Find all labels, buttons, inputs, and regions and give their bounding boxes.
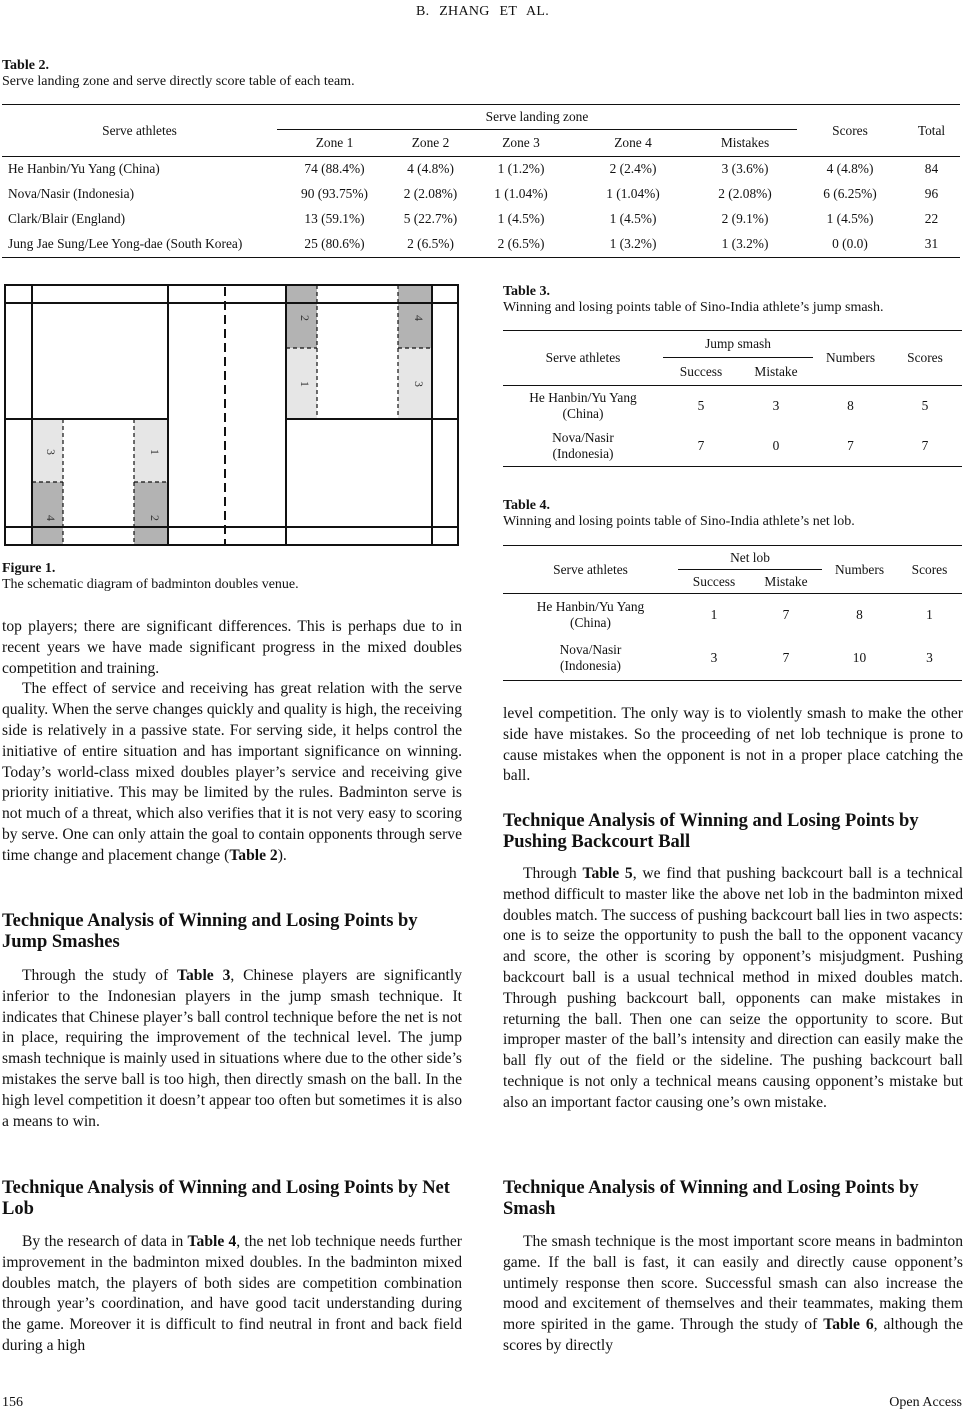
athletes-cell [503, 594, 678, 637]
table2-header-mistakes: Mistakes [693, 130, 797, 157]
zone4-cell: 1 (4.5%) [609, 211, 657, 226]
table2-header-scores: Scores [797, 105, 903, 157]
table3-header-jump-smash: Jump smash [663, 331, 813, 358]
athletes-country: (Indonesia) [560, 658, 621, 674]
scores-cell: 1 [926, 607, 933, 623]
numbers-cell: 10 [852, 650, 867, 666]
table2-header-landing-zone: Serve landing zone [277, 105, 797, 130]
table4-header-mistake: Mistake [750, 570, 822, 594]
paragraph [2, 1232, 462, 1357]
table2-header-zone4: Zone 4 [573, 130, 693, 157]
athletes-cell [503, 427, 663, 467]
left-column-body [2, 617, 462, 867]
left-column-jump-section [2, 966, 462, 1132]
table-row [503, 386, 962, 427]
zone-label: 2 [148, 515, 162, 521]
paragraph-text: The effect of service and receiving has great relation with the serve quality. When the serve changes quickly and quality is high, the receiving side is relatively in a passive state. For serving side, it helps control the initiative of entire situation and has important significance on winning. Today’s world-class mixed doubles player’s service and receiving give priority initiative. This may be limited by the rules. Badminton serve is not much of a threat, which also verifies that it is not very easy to scoring by serve. One can only attain the goal to contain opponents through serve time change and placement change ( [2, 680, 462, 864]
right-column-body [503, 704, 963, 787]
paragraph [503, 864, 963, 1114]
table4-label: Table 4. [503, 498, 550, 513]
zone3-cell: 2 (6.5%) [497, 236, 545, 252]
athletes-name: He Hanbin/Yu Yang [536, 599, 645, 615]
athletes-name: Nova/Nasir [559, 642, 622, 658]
zone4-cell: 1 (1.04%) [606, 186, 660, 201]
zone-label: 4 [44, 515, 58, 521]
scores-cell: 5 [921, 398, 929, 414]
athletes-cell: Clark/Blair (England) [8, 211, 126, 226]
mistake-cell: 7 [782, 607, 790, 623]
paragraph-text: ). [277, 846, 287, 864]
running-head: B. ZHANG ET AL. [415, 4, 550, 19]
success-cell: 3 [710, 650, 718, 666]
table-row [2, 207, 960, 232]
section-heading-net-lob: Technique Analysis of Winning and Losing Points by Net Lob [2, 1178, 450, 1219]
table2-header-zone3: Zone 3 [469, 130, 573, 157]
zone-left-2 [134, 482, 168, 545]
paragraph-text: , although the scores by directly [503, 1316, 964, 1354]
table3-header-numbers: Numbers [813, 331, 888, 386]
zone1-cell: 25 (80.6%) [304, 236, 365, 252]
success-cell: 7 [697, 438, 705, 454]
paragraph-text: Through the study of [22, 967, 178, 984]
table3-header-athletes: Serve athletes [503, 331, 663, 386]
success-cell: 5 [697, 398, 705, 414]
mistakes-cell: 1 (3.2%) [721, 236, 769, 252]
scores-cell: 3 [926, 650, 933, 666]
zone2-cell: 2 (6.5%) [407, 236, 454, 252]
scores-cell: 1 (4.5%) [826, 211, 874, 226]
athletes-cell: Jung Jae Sung/Lee Yong-dae (South Korea) [8, 236, 243, 252]
zone2-cell: 4 (4.8%) [407, 161, 454, 177]
total-cell: 96 [924, 186, 939, 201]
paragraph: level competition. The only way is to violently smash to make the other side have mistakes. So the proceeding of net lob technique is prone to cause mistakes when the opponent is not in a proper place catching the ball. [503, 705, 963, 785]
table4-caption-text: Winning and losing points table of Sino-India athlete’s net lob. [503, 514, 855, 529]
paragraph-text: , the net lob technique needs further improvement in the badminton mixed doubles. In the badminton mixed doubles match, the players of both sides are competition combination through year’s coordination, and have good tacit understanding during the game. Moreover it is difficult to find neutral in front and back field during a high [2, 1233, 462, 1354]
zone1-cell: 90 (93.75%) [301, 186, 368, 201]
success-cell: 1 [710, 607, 718, 623]
table-row [503, 637, 962, 681]
mistakes-cell: 2 (9.1%) [721, 211, 769, 226]
table2-caption-text: Serve landing zone and serve directly score table of each team. [2, 74, 355, 89]
table-row [503, 594, 962, 637]
table-row [2, 232, 960, 258]
table3-header-mistake: Mistake [739, 358, 813, 386]
figure1-caption [2, 561, 472, 593]
athletes-cell: He Hanbin/Yu Yang (China) [8, 161, 160, 177]
athletes-cell [503, 386, 663, 427]
paragraph-text: , Chinese players are significantly inferior to the Indonesian players in the jump smash technique. It indicates that Chinese player’s ball control technique before the net is not in place, requiring the improvement of the technical level. The jump smash technique is mainly used in situations where due to the other side’s mistakes the serve ball is too high, then directly smash on the ball. In the high level competition it doesn’t appear too often but sometimes it is also a means to win. [2, 967, 462, 1130]
zone-label: 3 [44, 449, 58, 455]
paragraph-text: Through [523, 865, 583, 882]
table3-caption [503, 284, 963, 316]
figure1-caption-text: The schematic diagram of badminton doubles venue. [2, 577, 299, 592]
section-heading-pushing-backcourt: Technique Analysis of Winning and Losing Points by Pushing Backcourt Ball [503, 811, 919, 852]
table2-caption [2, 58, 962, 90]
table-row [2, 157, 960, 182]
right-column-push-section [503, 864, 963, 1114]
left-column-netlob-section [2, 1232, 462, 1357]
page-number: 156 [2, 1395, 23, 1410]
zone4-cell: 2 (2.4%) [609, 161, 657, 177]
table-row [2, 182, 960, 207]
scores-cell: 0 (0.0) [832, 236, 868, 252]
mistake-cell: 3 [772, 398, 780, 414]
table3-header-scores: Scores [888, 331, 962, 386]
table4-header-net-lob: Net lob [678, 546, 822, 570]
zone1-cell: 13 (59.1%) [304, 211, 365, 226]
table3 [503, 330, 962, 467]
athletes-name: Nova/Nasir [552, 430, 614, 446]
scores-cell: 7 [921, 438, 929, 454]
mistake-cell: 0 [772, 438, 780, 454]
athletes-name: He Hanbin/Yu Yang [529, 390, 637, 406]
athletes-cell [503, 637, 678, 681]
zone1-cell: 74 (88.4%) [304, 161, 365, 177]
numbers-cell: 8 [847, 398, 854, 414]
table3-caption-text: Winning and losing points table of Sino-India athlete’s jump smash. [503, 300, 884, 315]
zone-left-4 [32, 482, 63, 545]
table4-header-success: Success [678, 570, 750, 594]
paragraph: top players; there are significant differences. This is perhaps due to in recent years we have made significant progress in the mixed doubles competition and training. [2, 618, 462, 677]
scores-cell: 4 (4.8%) [826, 161, 874, 177]
zone2-cell: 2 (2.08%) [403, 186, 458, 201]
mistake-cell: 7 [782, 650, 790, 666]
paragraph [503, 1232, 963, 1357]
table2-header-zone1: Zone 1 [277, 130, 392, 157]
zone4-cell: 1 (3.2%) [609, 236, 657, 252]
mistakes-cell: 2 (2.08%) [718, 186, 772, 201]
table-reference-link[interactable]: Table 2 [229, 846, 278, 864]
zone2-cell: 5 (22.7%) [403, 211, 458, 226]
open-access-label: Open Access [889, 1395, 962, 1410]
athletes-country: (China) [570, 615, 611, 631]
zone-label: 3 [412, 381, 426, 387]
table2-header-total: Total [903, 105, 960, 157]
zone-dashed-lines [32, 285, 432, 545]
athletes-cell: Nova/Nasir (Indonesia) [8, 186, 135, 201]
court-lines [5, 285, 458, 545]
table4-caption [503, 498, 963, 530]
paragraph [2, 966, 462, 1132]
table4-header-numbers: Numbers [822, 546, 897, 594]
table4-header-scores: Scores [897, 546, 962, 594]
zone3-cell: 1 (1.04%) [494, 186, 548, 201]
badminton-court-diagram [0, 280, 470, 552]
zone3-cell: 1 (4.5%) [497, 211, 545, 226]
zone-label: 1 [298, 381, 312, 387]
table-reference-link[interactable]: Table 6 [823, 1316, 874, 1334]
paragraph-text: By the research of data in [22, 1233, 188, 1250]
mistakes-cell: 3 (3.6%) [721, 161, 769, 177]
table-reference-link[interactable]: Table 4 [187, 1233, 237, 1250]
total-cell: 31 [924, 236, 939, 252]
table3-header-success: Success [663, 358, 739, 386]
right-column-smash-section [503, 1232, 963, 1357]
table2-label: Table 2. [2, 58, 49, 73]
figure1-label: Figure 1. [2, 561, 56, 576]
table-row [503, 427, 962, 467]
section-heading-smash: Technique Analysis of Winning and Losing Points by Smash [503, 1178, 919, 1219]
numbers-cell: 7 [847, 438, 854, 454]
numbers-cell: 8 [856, 607, 863, 623]
athletes-country: (China) [562, 406, 604, 422]
zone-label: 4 [412, 315, 426, 321]
table-reference-link[interactable]: Table 5 [582, 865, 633, 882]
table2 [2, 104, 960, 258]
table3-label: Table 3. [503, 284, 550, 299]
section-heading-jump-smashes: Technique Analysis of Winning and Losing Points by Jump Smashes [2, 911, 418, 952]
zone-label: 1 [148, 449, 162, 455]
athletes-country: (Indonesia) [552, 446, 614, 462]
total-cell: 84 [924, 161, 939, 177]
table4 [503, 545, 962, 681]
table4-header-athletes: Serve athletes [503, 546, 678, 594]
total-cell: 22 [924, 211, 939, 226]
zone-label: 2 [298, 315, 312, 321]
zone3-cell: 1 (1.2%) [497, 161, 545, 177]
scores-cell: 6 (6.25%) [823, 186, 877, 201]
paragraph-text: , we find that pushing backcourt ball is a technical method difficult to master like the above net lob in the badminton mixed doubles match. The success of pushing backcourt ball lies in two aspects: one is to seize the opportunity to push the ball to the opponent vacancy and score, the other is scoring by opponent’s misjudgment. Pushing backcourt ball is a usual technical method in mixed doubles match. Through pushing backcourt ball, opponents can make mistakes in returning the ball. Then one can seize the opportunity to score. But improper master of the ball’s intensity and direction can easily make the ball fly out of the field or the sideline. The pushing backcourt ball technique is not only a technical means causing opponent’s mistake but also an important factor causing one’s own mistake. [503, 865, 963, 1111]
paragraph-text: The smash technique is the most important score means in badminton game. If the ball is fast, it can easily and directly cause opponent’s untimely response then score. Successful smash can also increase the mood and excitement of themselves and their teammates, making them more spirited in the game. Through the study of [503, 1233, 963, 1334]
table2-header-athletes: Serve athletes [2, 105, 277, 157]
paragraph [2, 679, 462, 866]
table2-header-zone2: Zone 2 [392, 130, 469, 157]
table-reference-link[interactable]: Table 3 [177, 967, 231, 984]
